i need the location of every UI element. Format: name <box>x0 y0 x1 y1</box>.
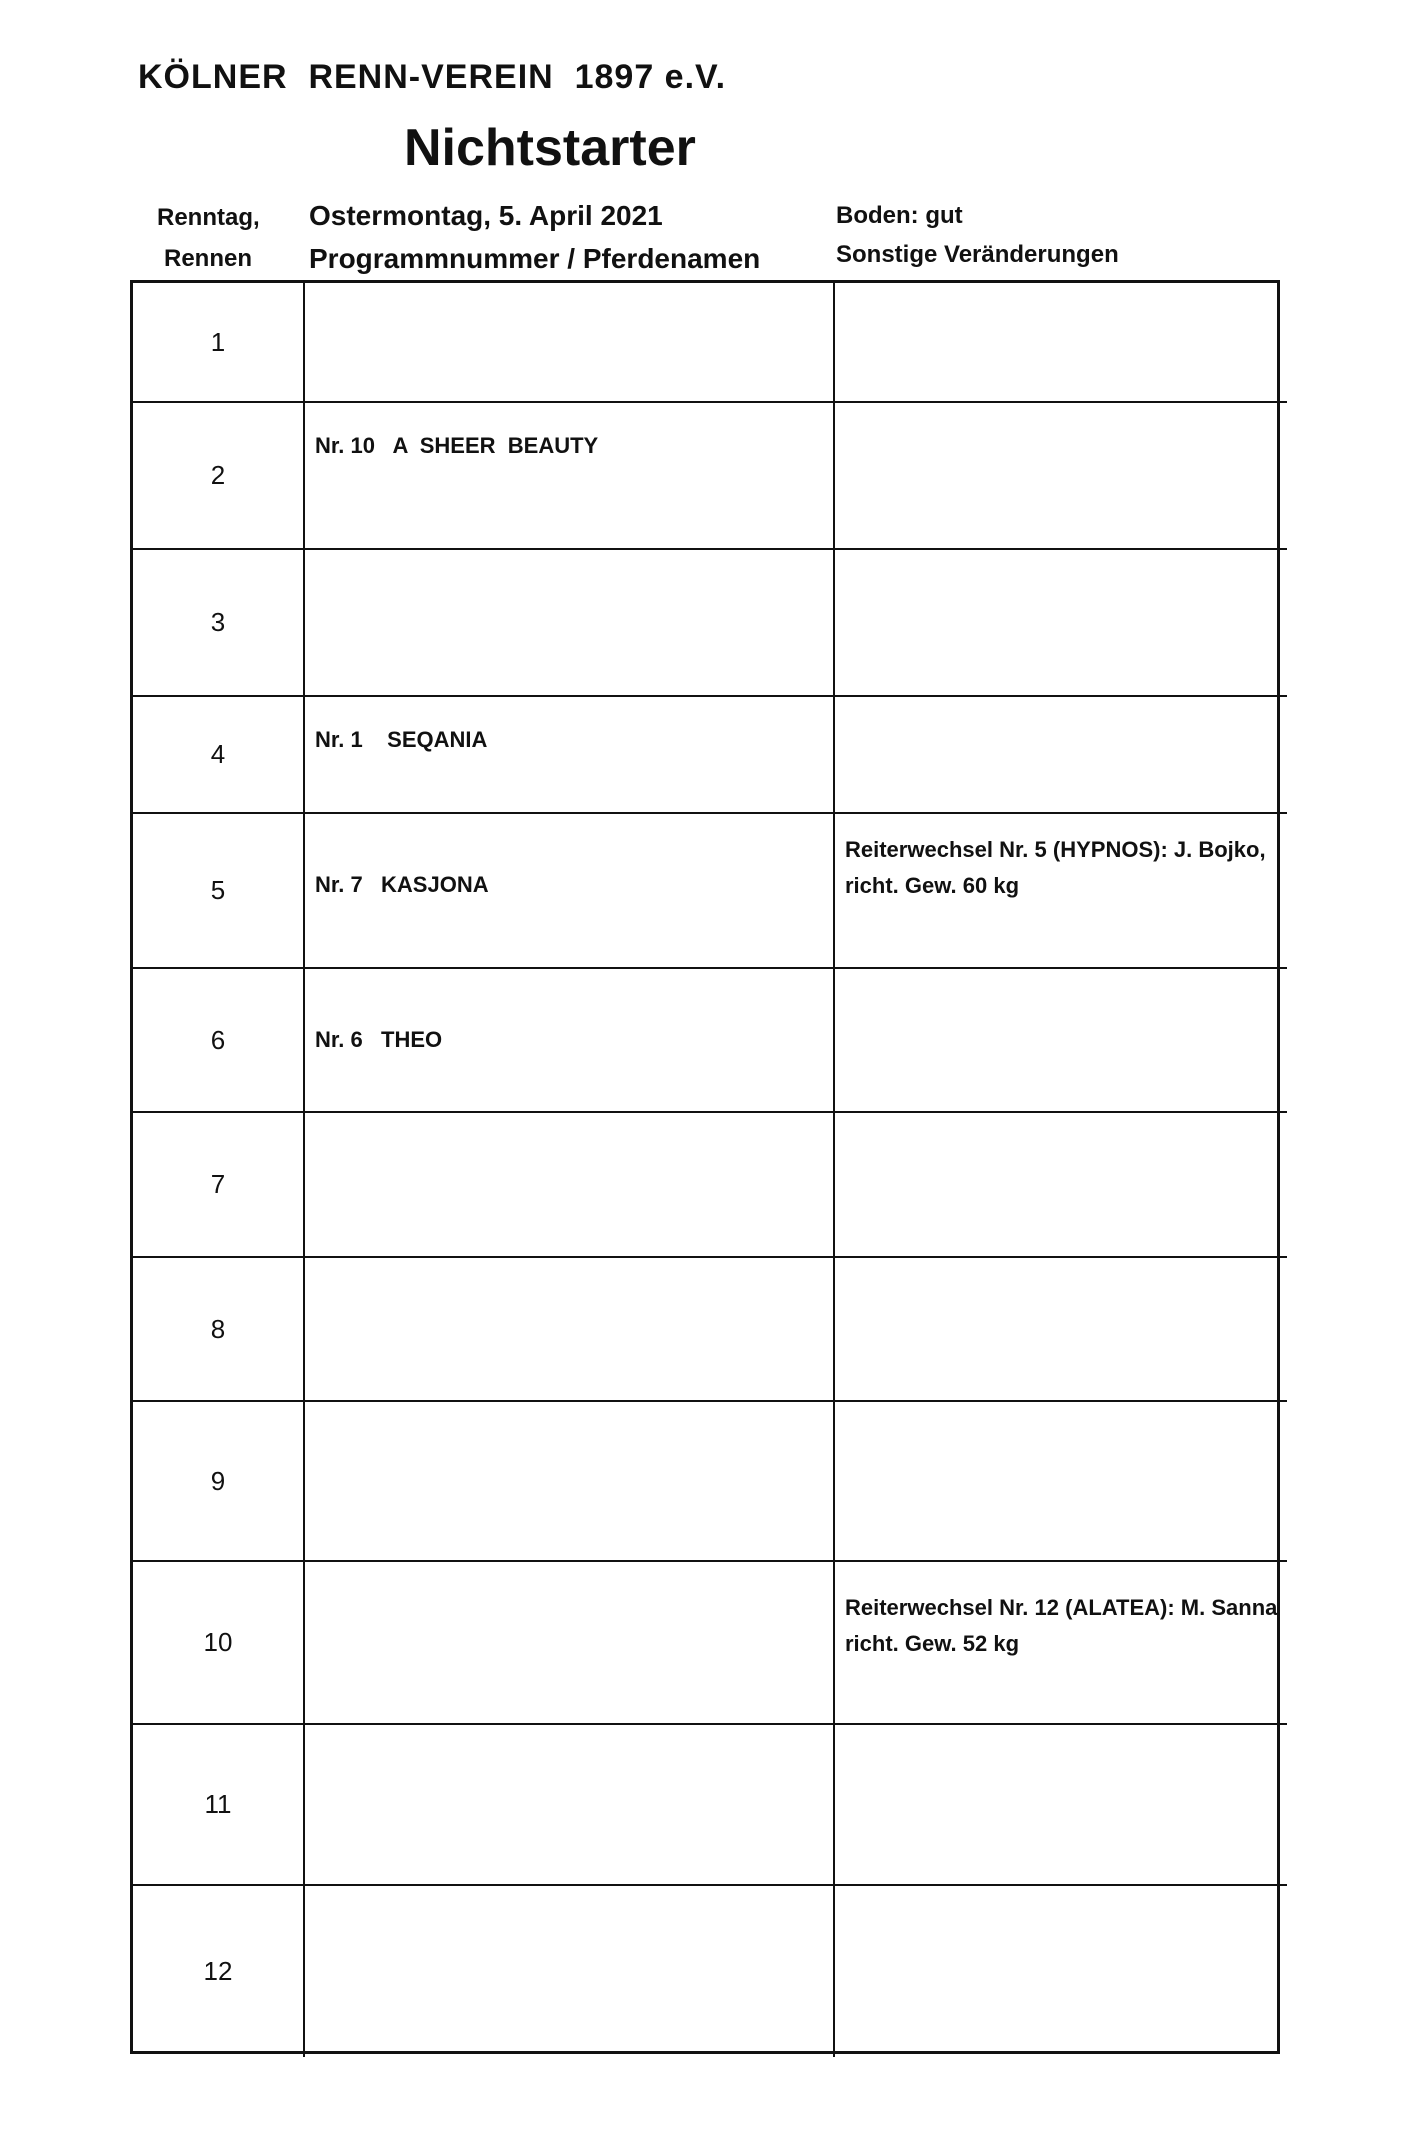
nonstarter-cell <box>305 1402 835 1562</box>
changes-cell <box>835 403 1287 550</box>
organization-name: KÖLNER RENN-VEREIN 1897 e.V. <box>138 58 727 96</box>
nonstarter-cell <box>305 283 835 403</box>
program-label: Programmnummer / Pferdenamen <box>309 243 761 274</box>
race-number: 10 <box>133 1562 305 1725</box>
race-number: 9 <box>133 1402 305 1562</box>
change-line: richt. Gew. 52 kg <box>845 1631 1020 1656</box>
changes-cell <box>835 969 1287 1113</box>
nonstarter-cell <box>305 550 835 697</box>
changes-cell <box>835 697 1287 814</box>
nonstarter-entry: Nr. 10 A SHEER BEAUTY <box>315 433 599 458</box>
nonstarter-cell <box>305 1886 835 2057</box>
changes-cell <box>835 283 1287 403</box>
nonstarter-cell <box>305 1113 835 1258</box>
changes-cell <box>835 1725 1287 1886</box>
changes-cell <box>835 1258 1287 1402</box>
changes-cell <box>835 814 1287 969</box>
nonstarter-entry: Nr. 7 KASJONA <box>315 872 489 897</box>
nonstarter-cell <box>305 814 835 969</box>
nonstarter-entry: Nr. 6 THEO <box>315 1027 443 1052</box>
race-number: 4 <box>133 697 305 814</box>
rennen-label: Rennen <box>164 245 253 272</box>
changes-cell <box>835 1562 1287 1725</box>
changes-cell <box>835 1402 1287 1562</box>
document-title: Nichtstarter <box>404 119 696 177</box>
race-number: 3 <box>133 550 305 697</box>
renntag-label: Renntag, <box>157 204 260 231</box>
race-number: 2 <box>133 403 305 550</box>
race-number: 11 <box>133 1725 305 1886</box>
race-date: Ostermontag, 5. April 2021 <box>309 200 663 231</box>
nonstarter-cell <box>305 969 835 1113</box>
change-line: Reiterwechsel Nr. 12 (ALATEA): M. Sanna <box>845 1595 1278 1620</box>
nonstarter-table <box>130 280 1280 2054</box>
boden-value: Boden: gut <box>836 202 963 229</box>
nonstarter-cell <box>305 1562 835 1725</box>
nonstarter-cell <box>305 1725 835 1886</box>
race-number: 5 <box>133 814 305 969</box>
changes-label: Sonstige Veränderungen <box>836 241 1119 268</box>
change-line: Reiterwechsel Nr. 5 (HYPNOS): J. Bojko, <box>845 837 1266 862</box>
race-number: 8 <box>133 1258 305 1402</box>
race-number: 1 <box>133 283 305 403</box>
nonstarter-cell <box>305 697 835 814</box>
nonstarter-entry: Nr. 1 SEQANIA <box>315 727 488 752</box>
nonstarter-cell <box>305 403 835 550</box>
changes-cell <box>835 1113 1287 1258</box>
change-line: richt. Gew. 60 kg <box>845 873 1020 898</box>
nonstarter-cell <box>305 1258 835 1402</box>
changes-cell <box>835 550 1287 697</box>
race-number: 7 <box>133 1113 305 1258</box>
race-number: 6 <box>133 969 305 1113</box>
race-number: 12 <box>133 1886 305 2057</box>
changes-cell <box>835 1886 1287 2057</box>
